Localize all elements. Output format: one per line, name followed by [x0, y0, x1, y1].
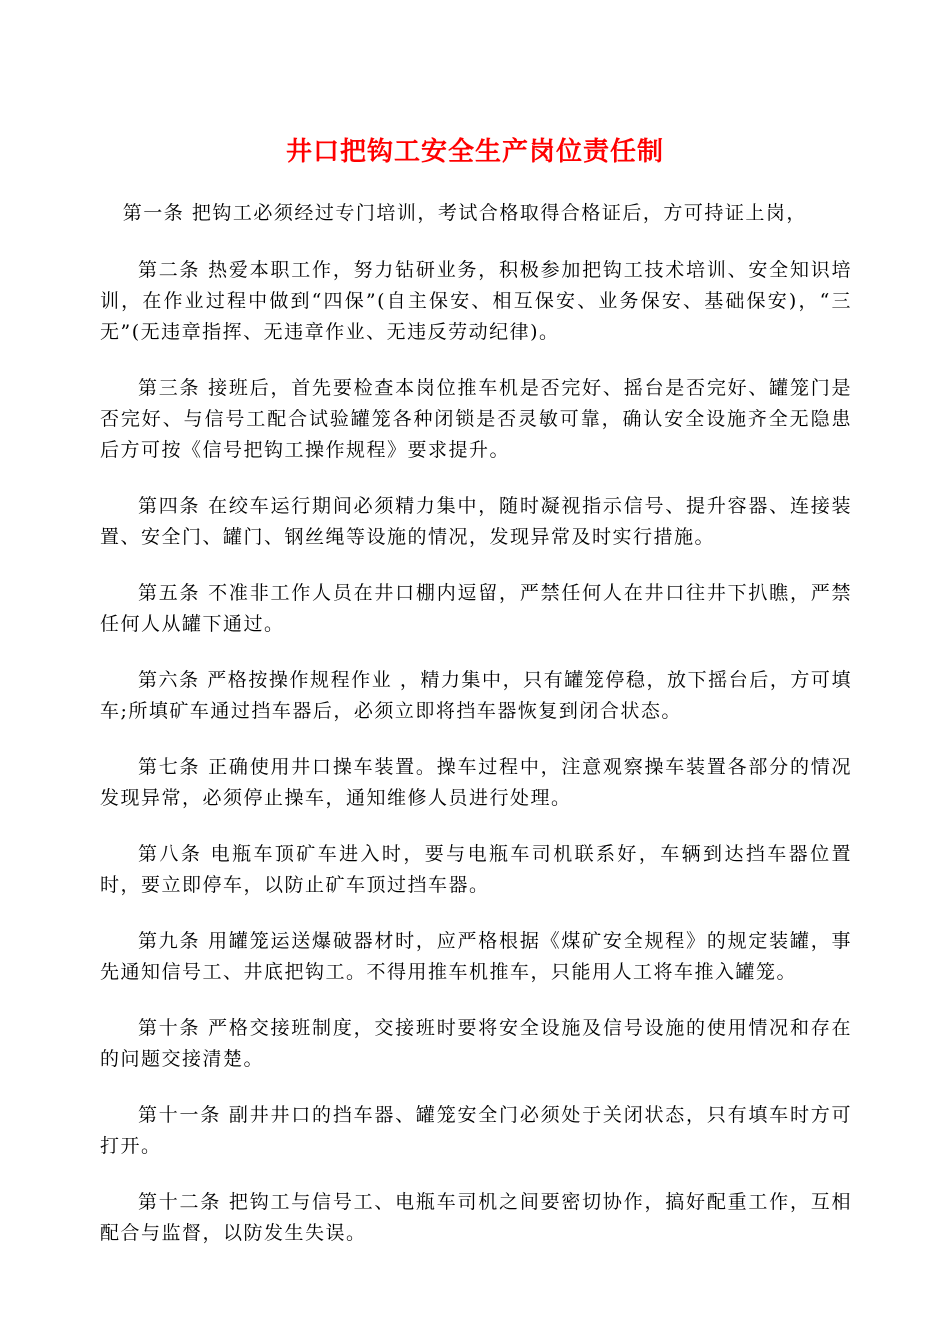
article-11: 第十一条 副井井口的挡车器、罐笼安全门必须处于关闭状态，只有填车时方可打开。	[100, 1104, 852, 1157]
article-3: 第三条 接班后，首先要检查本岗位推车机是否完好、摇台是否完好、罐笼门是否完好、与信号工配合试验罐笼各种闭锁是否灵敏可靠，确认安全设施齐全无隐患后方可按《信号把钩工操作规程》要求提升。	[100, 377, 852, 461]
article-2: 第二条 热爱本职工作，努力钻研业务，积极参加把钩工技术培训、安全知识培训，在作业过程中做到“四保”(自主保安、相互保安、业务保安、基础保安)，“三无”(无违章指挥、无违章作业、无违反劳动纪律)。	[100, 259, 852, 343]
document-title: 井口把钩工安全生产岗位责任制	[285, 137, 664, 167]
article-5: 第五条 不准非工作人员在井口棚内逗留，严禁任何人在井口往井下扒瞧，严禁任何人从罐下通过。	[100, 582, 852, 635]
article-4: 第四条 在绞车运行期间必须精力集中，随时凝视指示信号、提升容器、连接装置、安全门、罐门、钢丝绳等设施的情况，发现异常及时实行措施。	[100, 495, 852, 548]
article-1: 第一条 把钩工必须经过专门培训，考试合格取得合格证后，方可持证上岗，	[122, 202, 807, 224]
article-7: 第七条 正确使用井口操车装置。操车过程中，注意观察操车装置各部分的情况发现异常，必须停止操车，通知维修人员进行处理。	[100, 756, 852, 809]
document-body	[100, 198, 852, 1274]
article-10: 第十条 严格交接班制度，交接班时要将安全设施及信号设施的使用情况和存在的问题交接清楚。	[100, 1017, 852, 1070]
article-6: 第六条 严格按操作规程作业 ，精力集中，只有罐笼停稳，放下摇台后，方可填车;所填矿车通过挡车器后，必须立即将挡车器恢复到闭合状态。	[100, 669, 852, 722]
article-8: 第八条 电瓶车顶矿车进入时，要与电瓶车司机联系好，车辆到达挡车器位置时，要立即停车，以防止矿车顶过挡车器。	[100, 843, 852, 896]
article-9: 第九条 用罐笼运送爆破器材时，应严格根据《煤矿安全规程》的规定装罐，事先通知信号工、井底把钩工。不得用推车机推车，只能用人工将车推入罐笼。	[100, 930, 852, 983]
article-12: 第十二条 把钩工与信号工、电瓶车司机之间要密切协作，搞好配重工作，互相配合与监督，以防发生失误。	[100, 1191, 852, 1244]
